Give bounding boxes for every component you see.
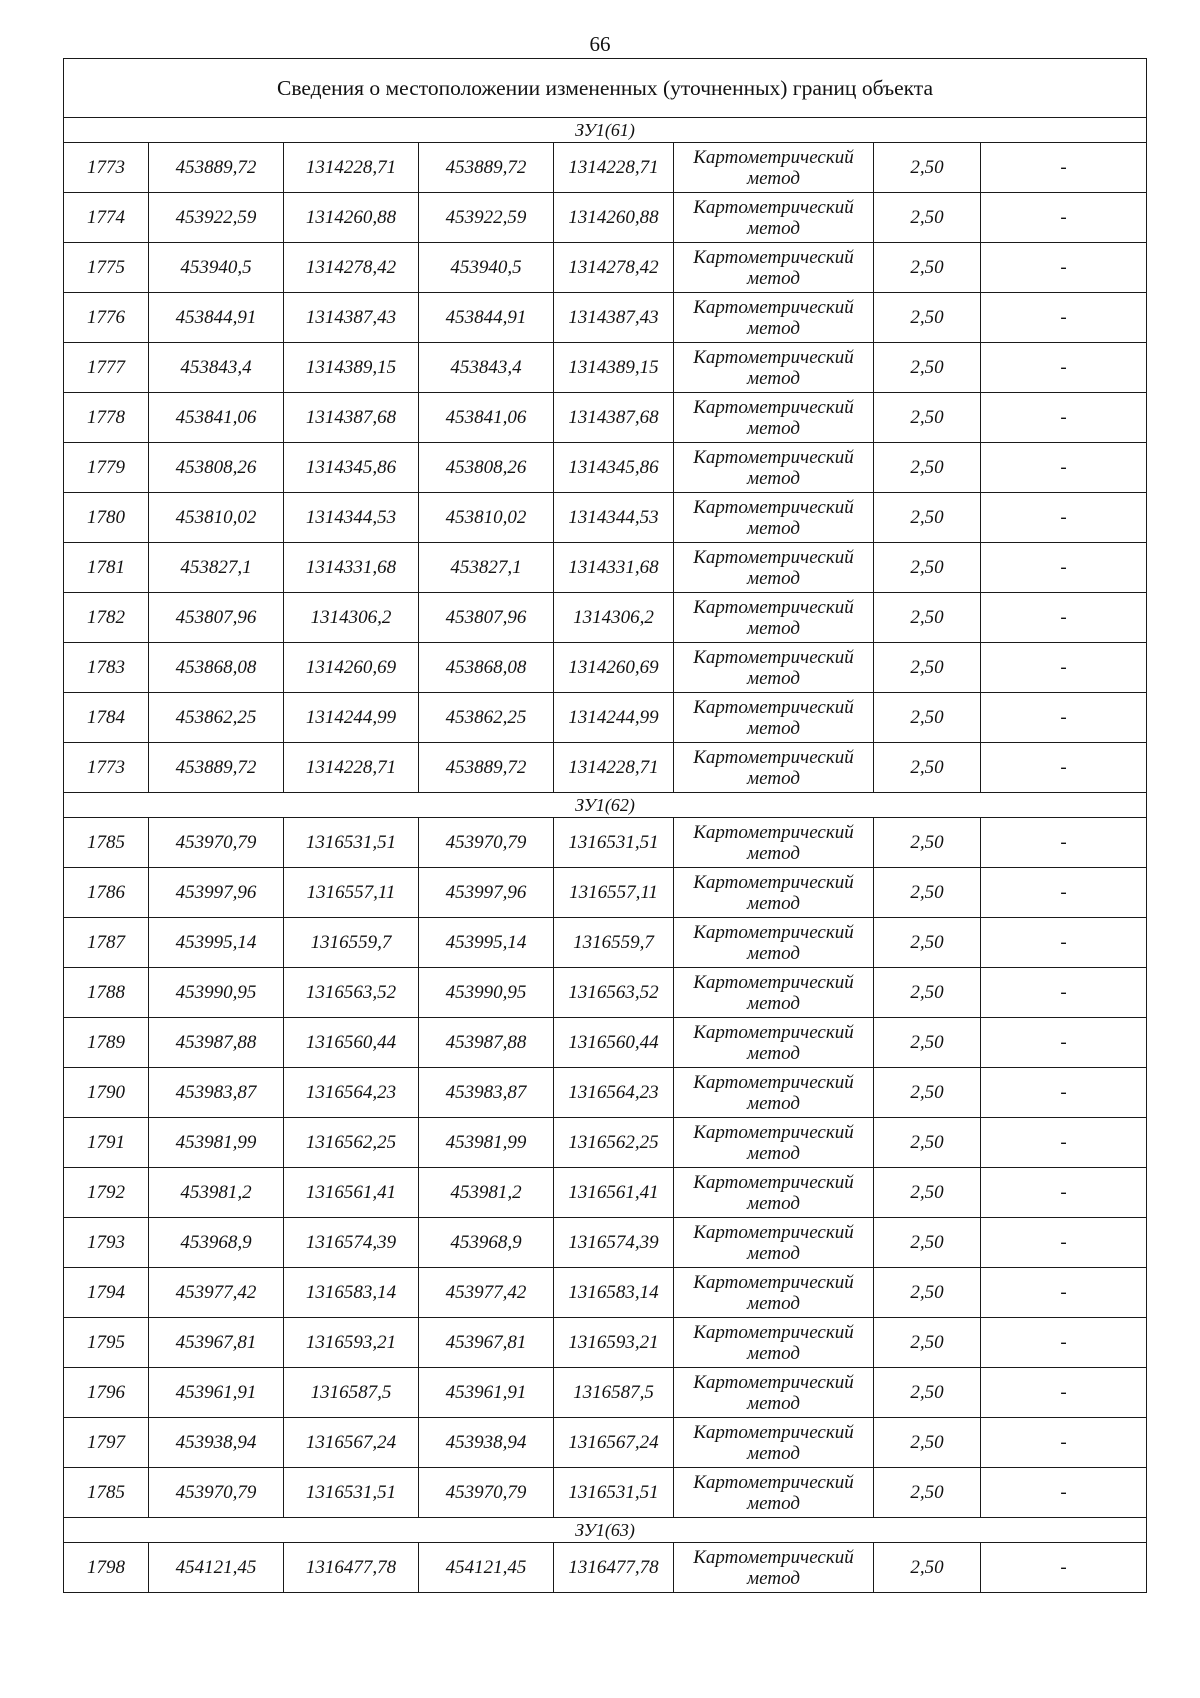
cell-y-existing: 1316559,7 — [284, 918, 419, 968]
cell-y-existing: 1316531,51 — [284, 818, 419, 868]
table-row — [64, 1218, 1147, 1268]
cell-y-existing: 1316557,11 — [284, 868, 419, 918]
cell-determination-method: Картометрический метод — [674, 343, 874, 393]
cell-accuracy: 2,50 — [874, 868, 981, 918]
table-row — [64, 743, 1147, 793]
cell-x-existing: 453981,2 — [149, 1168, 284, 1218]
cell-x-refined: 453868,08 — [419, 643, 554, 693]
cell-description: - — [981, 243, 1147, 293]
cell-y-existing: 1314260,88 — [284, 193, 419, 243]
cell-y-existing: 1316587,5 — [284, 1368, 419, 1418]
cell-description: - — [981, 1468, 1147, 1518]
cell-accuracy: 2,50 — [874, 143, 981, 193]
cell-y-refined: 1314228,71 — [554, 743, 674, 793]
cell-point-number: 1782 — [64, 593, 149, 643]
cell-x-existing: 453844,91 — [149, 293, 284, 343]
cell-y-refined: 1314331,68 — [554, 543, 674, 593]
cell-x-existing: 453922,59 — [149, 193, 284, 243]
cell-determination-method: Картометрический метод — [674, 868, 874, 918]
cell-point-number: 1779 — [64, 443, 149, 493]
table-title: Сведения о местоположении измененных (уточненных) границ объекта — [64, 59, 1147, 118]
cell-y-refined: 1314278,42 — [554, 243, 674, 293]
cell-x-existing: 453970,79 — [149, 818, 284, 868]
table-row — [64, 1318, 1147, 1368]
cell-determination-method: Картометрический метод — [674, 443, 874, 493]
table-row — [64, 493, 1147, 543]
cell-accuracy: 2,50 — [874, 1018, 981, 1068]
cell-y-existing: 1314389,15 — [284, 343, 419, 393]
cell-determination-method: Картометрический метод — [674, 818, 874, 868]
cell-x-refined: 453862,25 — [419, 693, 554, 743]
cell-description: - — [981, 918, 1147, 968]
table-row — [64, 1168, 1147, 1218]
cell-y-existing: 1316567,24 — [284, 1418, 419, 1468]
cell-point-number: 1796 — [64, 1368, 149, 1418]
cell-point-number: 1781 — [64, 543, 149, 593]
table-row — [64, 1018, 1147, 1068]
cell-y-existing: 1316564,23 — [284, 1068, 419, 1118]
cell-y-refined: 1314228,71 — [554, 143, 674, 193]
section-name: ЗУ1(62) — [64, 793, 1147, 818]
cell-point-number: 1778 — [64, 393, 149, 443]
cell-accuracy: 2,50 — [874, 1543, 981, 1593]
cell-y-refined: 1316531,51 — [554, 818, 674, 868]
cell-x-refined: 453983,87 — [419, 1068, 554, 1118]
cell-determination-method: Картометрический метод — [674, 293, 874, 343]
cell-accuracy: 2,50 — [874, 743, 981, 793]
table-body — [64, 59, 1147, 1593]
cell-y-existing: 1316531,51 — [284, 1468, 419, 1518]
cell-y-existing: 1314244,99 — [284, 693, 419, 743]
cell-determination-method: Картометрический метод — [674, 593, 874, 643]
cell-accuracy: 2,50 — [874, 643, 981, 693]
cell-description: - — [981, 1168, 1147, 1218]
cell-description: - — [981, 593, 1147, 643]
cell-point-number: 1792 — [64, 1168, 149, 1218]
cell-description: - — [981, 1068, 1147, 1118]
cell-point-number: 1784 — [64, 693, 149, 743]
cell-y-existing: 1316583,14 — [284, 1268, 419, 1318]
page-number: 66 — [589, 32, 611, 56]
cell-point-number: 1795 — [64, 1318, 149, 1368]
section-header-row — [64, 1518, 1147, 1543]
cell-y-existing: 1316562,25 — [284, 1118, 419, 1168]
table-row — [64, 693, 1147, 743]
cell-y-existing: 1314278,42 — [284, 243, 419, 293]
cell-x-refined: 453922,59 — [419, 193, 554, 243]
cell-accuracy: 2,50 — [874, 193, 981, 243]
cell-y-existing: 1314260,69 — [284, 643, 419, 693]
cell-x-refined: 453889,72 — [419, 143, 554, 193]
cell-description: - — [981, 1318, 1147, 1368]
cell-x-existing: 453807,96 — [149, 593, 284, 643]
cell-x-existing: 453961,91 — [149, 1368, 284, 1418]
cell-x-existing: 453981,99 — [149, 1118, 284, 1168]
table-row — [64, 193, 1147, 243]
cell-determination-method: Картометрический метод — [674, 1543, 874, 1593]
cell-determination-method: Картометрический метод — [674, 193, 874, 243]
cell-determination-method: Картометрический метод — [674, 1118, 874, 1168]
cell-description: - — [981, 1018, 1147, 1068]
table-row — [64, 393, 1147, 443]
cell-description: - — [981, 1368, 1147, 1418]
cell-x-refined: 454121,45 — [419, 1543, 554, 1593]
cell-y-refined: 1316561,41 — [554, 1168, 674, 1218]
cell-determination-method: Картометрический метод — [674, 643, 874, 693]
cell-description: - — [981, 393, 1147, 443]
cell-determination-method: Картометрический метод — [674, 393, 874, 443]
cell-y-refined: 1314387,68 — [554, 393, 674, 443]
cell-point-number: 1780 — [64, 493, 149, 543]
cell-point-number: 1798 — [64, 1543, 149, 1593]
cell-description: - — [981, 693, 1147, 743]
cell-y-refined: 1316531,51 — [554, 1468, 674, 1518]
cell-x-refined: 453889,72 — [419, 743, 554, 793]
cell-x-refined: 453810,02 — [419, 493, 554, 543]
cell-y-existing: 1314331,68 — [284, 543, 419, 593]
table-row — [64, 868, 1147, 918]
cell-x-refined: 453940,5 — [419, 243, 554, 293]
cell-description: - — [981, 493, 1147, 543]
cell-x-existing: 453940,5 — [149, 243, 284, 293]
cell-y-refined: 1314244,99 — [554, 693, 674, 743]
cell-accuracy: 2,50 — [874, 693, 981, 743]
cell-x-existing: 453977,42 — [149, 1268, 284, 1318]
cell-y-refined: 1316557,11 — [554, 868, 674, 918]
cell-y-existing: 1316574,39 — [284, 1218, 419, 1268]
cell-y-refined: 1316559,7 — [554, 918, 674, 968]
cell-accuracy: 2,50 — [874, 1318, 981, 1368]
cell-accuracy: 2,50 — [874, 443, 981, 493]
cell-description: - — [981, 1118, 1147, 1168]
cell-y-refined: 1316593,21 — [554, 1318, 674, 1368]
cell-description: - — [981, 1218, 1147, 1268]
cell-y-existing: 1314344,53 — [284, 493, 419, 543]
cell-y-refined: 1314260,88 — [554, 193, 674, 243]
cell-x-existing: 454121,45 — [149, 1543, 284, 1593]
cell-description: - — [981, 968, 1147, 1018]
cell-x-refined: 453844,91 — [419, 293, 554, 343]
cell-accuracy: 2,50 — [874, 493, 981, 543]
cell-point-number: 1773 — [64, 143, 149, 193]
cell-determination-method: Картометрический метод — [674, 1018, 874, 1068]
cell-x-existing: 453995,14 — [149, 918, 284, 968]
cell-x-refined: 453995,14 — [419, 918, 554, 968]
boundary-coordinates-table — [63, 58, 1147, 1593]
table-row — [64, 1268, 1147, 1318]
cell-y-refined: 1316564,23 — [554, 1068, 674, 1118]
cell-accuracy: 2,50 — [874, 393, 981, 443]
cell-y-existing: 1314387,43 — [284, 293, 419, 343]
cell-accuracy: 2,50 — [874, 1218, 981, 1268]
cell-point-number: 1785 — [64, 1468, 149, 1518]
table-row — [64, 543, 1147, 593]
cell-description: - — [981, 443, 1147, 493]
cell-x-refined: 453827,1 — [419, 543, 554, 593]
cell-point-number: 1790 — [64, 1068, 149, 1118]
cell-point-number: 1774 — [64, 193, 149, 243]
table-row — [64, 818, 1147, 868]
cell-x-refined: 453981,2 — [419, 1168, 554, 1218]
cell-description: - — [981, 1418, 1147, 1468]
cell-y-refined: 1316477,78 — [554, 1543, 674, 1593]
section-header-row — [64, 793, 1147, 818]
cell-x-existing: 453970,79 — [149, 1468, 284, 1518]
cell-point-number: 1787 — [64, 918, 149, 968]
cell-accuracy: 2,50 — [874, 1368, 981, 1418]
cell-accuracy: 2,50 — [874, 243, 981, 293]
cell-point-number: 1783 — [64, 643, 149, 693]
table-row — [64, 343, 1147, 393]
cell-y-refined: 1314306,2 — [554, 593, 674, 643]
cell-determination-method: Картометрический метод — [674, 493, 874, 543]
cell-y-existing: 1314387,68 — [284, 393, 419, 443]
cell-point-number: 1773 — [64, 743, 149, 793]
cell-x-refined: 453981,99 — [419, 1118, 554, 1168]
cell-description: - — [981, 743, 1147, 793]
cell-determination-method: Картометрический метод — [674, 1468, 874, 1518]
cell-point-number: 1788 — [64, 968, 149, 1018]
cell-x-existing: 453808,26 — [149, 443, 284, 493]
table-row — [64, 443, 1147, 493]
cell-determination-method: Картометрический метод — [674, 1168, 874, 1218]
cell-accuracy: 2,50 — [874, 1468, 981, 1518]
cell-description: - — [981, 143, 1147, 193]
cell-y-refined: 1316567,24 — [554, 1418, 674, 1468]
cell-accuracy: 2,50 — [874, 818, 981, 868]
cell-point-number: 1791 — [64, 1118, 149, 1168]
cell-point-number: 1777 — [64, 343, 149, 393]
cell-x-refined: 453970,79 — [419, 1468, 554, 1518]
cell-determination-method: Картометрический метод — [674, 1318, 874, 1368]
cell-x-existing: 453990,95 — [149, 968, 284, 1018]
cell-x-existing: 453810,02 — [149, 493, 284, 543]
cell-x-existing: 453843,4 — [149, 343, 284, 393]
cell-y-refined: 1316560,44 — [554, 1018, 674, 1068]
cell-y-existing: 1316561,41 — [284, 1168, 419, 1218]
cell-x-refined: 453961,91 — [419, 1368, 554, 1418]
cell-y-refined: 1314344,53 — [554, 493, 674, 543]
cell-x-refined: 453990,95 — [419, 968, 554, 1018]
cell-point-number: 1789 — [64, 1018, 149, 1068]
table-row — [64, 1368, 1147, 1418]
cell-determination-method: Картометрический метод — [674, 743, 874, 793]
cell-x-existing: 453938,94 — [149, 1418, 284, 1468]
cell-x-refined: 453808,26 — [419, 443, 554, 493]
cell-y-existing: 1314345,86 — [284, 443, 419, 493]
cell-accuracy: 2,50 — [874, 918, 981, 968]
cell-x-refined: 453938,94 — [419, 1418, 554, 1468]
cell-description: - — [981, 1268, 1147, 1318]
cell-x-refined: 453968,9 — [419, 1218, 554, 1268]
cell-y-existing: 1316477,78 — [284, 1543, 419, 1593]
cell-determination-method: Картометрический метод — [674, 693, 874, 743]
table-row — [64, 968, 1147, 1018]
table-row — [64, 918, 1147, 968]
cell-y-refined: 1316574,39 — [554, 1218, 674, 1268]
cell-determination-method: Картометрический метод — [674, 1268, 874, 1318]
table-title-row — [64, 59, 1147, 118]
cell-x-existing: 453862,25 — [149, 693, 284, 743]
cell-y-refined: 1316583,14 — [554, 1268, 674, 1318]
cell-accuracy: 2,50 — [874, 1068, 981, 1118]
cell-x-refined: 453967,81 — [419, 1318, 554, 1368]
cell-description: - — [981, 543, 1147, 593]
cell-x-existing: 453889,72 — [149, 143, 284, 193]
section-header-row — [64, 118, 1147, 143]
cell-x-refined: 453807,96 — [419, 593, 554, 643]
cell-x-refined: 453997,96 — [419, 868, 554, 918]
cell-y-refined: 1316562,25 — [554, 1118, 674, 1168]
cell-y-existing: 1314228,71 — [284, 143, 419, 193]
cell-x-existing: 453827,1 — [149, 543, 284, 593]
table-row — [64, 593, 1147, 643]
cell-y-existing: 1314228,71 — [284, 743, 419, 793]
section-name: ЗУ1(63) — [64, 1518, 1147, 1543]
cell-x-existing: 453841,06 — [149, 393, 284, 443]
cell-x-existing: 453983,87 — [149, 1068, 284, 1118]
table-row — [64, 1418, 1147, 1468]
cell-point-number: 1785 — [64, 818, 149, 868]
cell-accuracy: 2,50 — [874, 543, 981, 593]
table-row — [64, 1118, 1147, 1168]
cell-accuracy: 2,50 — [874, 293, 981, 343]
cell-x-refined: 453841,06 — [419, 393, 554, 443]
cell-y-refined: 1316563,52 — [554, 968, 674, 1018]
cell-y-refined: 1316587,5 — [554, 1368, 674, 1418]
cell-y-refined: 1314260,69 — [554, 643, 674, 693]
cell-accuracy: 2,50 — [874, 1268, 981, 1318]
cell-determination-method: Картометрический метод — [674, 243, 874, 293]
cell-determination-method: Картометрический метод — [674, 1218, 874, 1268]
cell-accuracy: 2,50 — [874, 343, 981, 393]
cell-x-existing: 453868,08 — [149, 643, 284, 693]
cell-x-refined: 453977,42 — [419, 1268, 554, 1318]
table-row — [64, 1468, 1147, 1518]
cell-x-existing: 453967,81 — [149, 1318, 284, 1368]
cell-determination-method: Картометрический метод — [674, 918, 874, 968]
cell-accuracy: 2,50 — [874, 1418, 981, 1468]
cell-accuracy: 2,50 — [874, 593, 981, 643]
cell-x-refined: 453843,4 — [419, 343, 554, 393]
cell-y-existing: 1314306,2 — [284, 593, 419, 643]
table-row — [64, 143, 1147, 193]
cell-point-number: 1793 — [64, 1218, 149, 1268]
cell-determination-method: Картометрический метод — [674, 1368, 874, 1418]
table-row — [64, 643, 1147, 693]
cell-x-existing: 453987,88 — [149, 1018, 284, 1068]
cell-determination-method: Картометрический метод — [674, 543, 874, 593]
cell-description: - — [981, 1543, 1147, 1593]
cell-determination-method: Картометрический метод — [674, 1418, 874, 1468]
cell-x-refined: 453970,79 — [419, 818, 554, 868]
cell-point-number: 1786 — [64, 868, 149, 918]
cell-description: - — [981, 193, 1147, 243]
cell-accuracy: 2,50 — [874, 968, 981, 1018]
cell-y-refined: 1314345,86 — [554, 443, 674, 493]
cell-y-refined: 1314387,43 — [554, 293, 674, 343]
cell-x-existing: 453968,9 — [149, 1218, 284, 1268]
cell-description: - — [981, 643, 1147, 693]
cell-x-refined: 453987,88 — [419, 1018, 554, 1068]
cell-description: - — [981, 868, 1147, 918]
section-name: ЗУ1(61) — [64, 118, 1147, 143]
cell-y-existing: 1316563,52 — [284, 968, 419, 1018]
cell-description: - — [981, 818, 1147, 868]
cell-description: - — [981, 293, 1147, 343]
cell-accuracy: 2,50 — [874, 1168, 981, 1218]
cell-determination-method: Картометрический метод — [674, 143, 874, 193]
table-row — [64, 243, 1147, 293]
table-row — [64, 1543, 1147, 1593]
cell-point-number: 1776 — [64, 293, 149, 343]
cell-x-existing: 453889,72 — [149, 743, 284, 793]
cell-x-existing: 453997,96 — [149, 868, 284, 918]
cell-point-number: 1794 — [64, 1268, 149, 1318]
table-row — [64, 1068, 1147, 1118]
cell-y-refined: 1314389,15 — [554, 343, 674, 393]
cell-description: - — [981, 343, 1147, 393]
cell-determination-method: Картометрический метод — [674, 968, 874, 1018]
cell-accuracy: 2,50 — [874, 1118, 981, 1168]
cell-determination-method: Картометрический метод — [674, 1068, 874, 1118]
cell-y-existing: 1316560,44 — [284, 1018, 419, 1068]
cell-y-existing: 1316593,21 — [284, 1318, 419, 1368]
cell-point-number: 1797 — [64, 1418, 149, 1468]
table-row — [64, 293, 1147, 343]
cell-point-number: 1775 — [64, 243, 149, 293]
